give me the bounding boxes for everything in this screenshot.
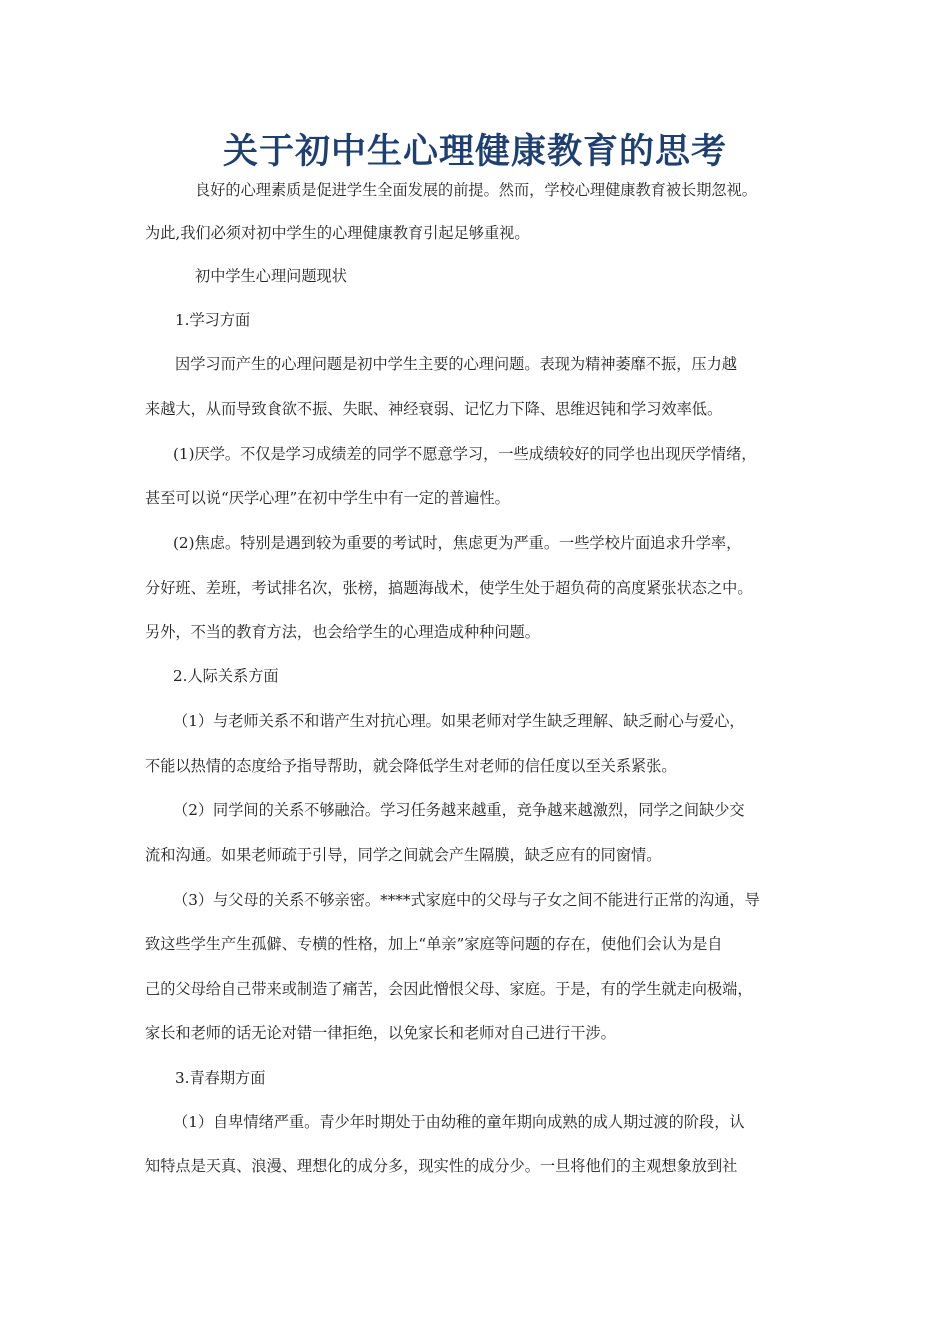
paragraph-line: 甚至可以说“厌学心理”在初中学生中有一定的普遍性。: [145, 489, 510, 507]
subsection-heading: 2.人际关系方面: [173, 667, 279, 685]
paragraph-line: 分好班、差班，考试排名次，张榜，搞题海战术，使学生处于超负荷的高度紧张状态之中。: [145, 579, 753, 597]
paragraph-line: 良好的心理素质是促进学生全面发展的前提。然而，学校心理健康教育被长期忽视。: [195, 181, 757, 199]
paragraph-line: 流和沟通。如果老师疏于引导，同学之间就会产生隔膜，缺乏应有的同窗情。: [145, 846, 662, 864]
paragraph-line: (2)焦虑。特别是遇到较为重要的考试时，焦虑更为严重。一些学校片面追求升学率，: [173, 534, 742, 552]
paragraph-line: 另外，不当的教育方法，也会给学生的心理造成种种问题。: [145, 623, 540, 641]
document-title: 关于初中生心理健康教育的思考: [222, 131, 727, 172]
paragraph-line: 家长和老师的话无论对错一律拒绝，以免家长和老师对自己进行干涉。: [145, 1024, 616, 1042]
paragraph-line: （2）同学间的关系不够融洽。学习任务越来越重，竞争越来越激烈，同学之间缺少交: [173, 801, 745, 819]
paragraph-line: (1)厌学。不仅是学习成绩差的同学不愿意学习，一些成绩较好的同学也出现厌学情绪，: [173, 445, 757, 463]
paragraph-line: 来越大，从而导致食欲不振、失眠、神经衰弱、记忆力下降、思维迟钝和学习效率低。: [145, 400, 723, 418]
subsection-heading: 3.青春期方面: [175, 1069, 266, 1087]
paragraph-line: （1）自卑情绪严重。青少年时期处于由幼稚的童年期向成熟的成人期过渡的阶段，认: [173, 1113, 745, 1131]
paragraph-line: 为此,我们必须对初中学生的心理健康教育引起足够重视。: [145, 224, 530, 242]
section-heading: 初中学生心理问题现状: [195, 267, 347, 285]
paragraph-line: 致这些学生产生孤僻、专横的性格，加上“单亲”家庭等问题的存在，使他们会认为是自: [145, 935, 723, 953]
paragraph-line: （1）与老师关系不和谐产生对抗心理。如果老师对学生缺乏理解、缺乏耐心与爱心，: [173, 712, 745, 730]
paragraph-line: 己的父母给自己带来或制造了痛苦，会因此憎恨父母、家庭。于是，有的学生就走向极端，: [145, 980, 753, 998]
paragraph-line: 不能以热情的态度给予指导帮助，就会降低学生对老师的信任度以至关系紧张。: [145, 757, 677, 775]
paragraph-line: （3）与父母的关系不够亲密。****式家庭中的父母与子女之间不能进行正常的沟通，导: [173, 891, 760, 909]
subsection-heading: 1.学习方面: [175, 311, 251, 329]
paragraph-line: 因学习而产生的心理问题是初中学生主要的心理问题。表现为精神萎靡不振，压力越: [175, 355, 737, 373]
paragraph-line: 知特点是天真、浪漫、理想化的成分多，现实性的成分少。一旦将他们的主观想象放到社: [145, 1157, 738, 1175]
